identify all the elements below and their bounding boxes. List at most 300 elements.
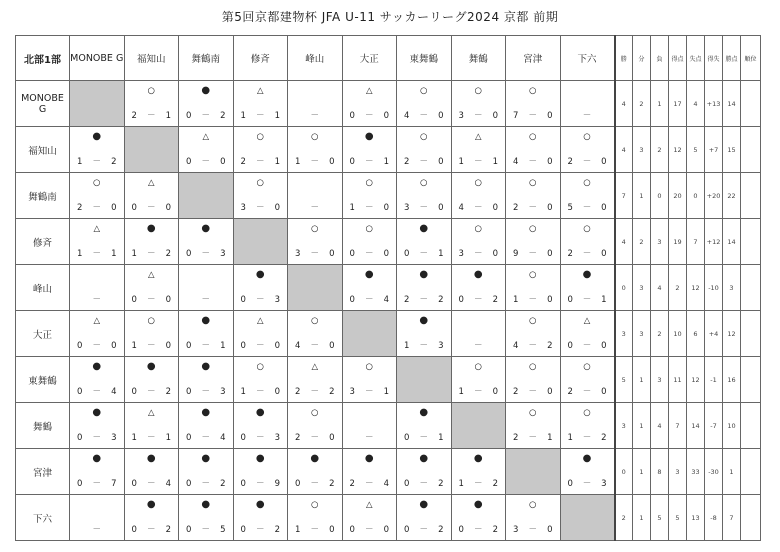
table-row	[16, 403, 761, 449]
score-against: 0	[601, 203, 607, 213]
score-against: 2	[165, 387, 171, 397]
score-dash: －	[146, 111, 156, 121]
stat-value: +20	[705, 173, 723, 219]
column-header-team: 峰山	[288, 36, 343, 81]
score-for: 1	[513, 295, 519, 305]
match-score	[452, 111, 506, 121]
result-symbol: ○	[474, 362, 482, 372]
stat-value: 14	[687, 403, 705, 449]
table-row	[16, 449, 761, 495]
result-symbol: ●	[582, 269, 592, 280]
match-cell	[506, 127, 561, 173]
stat-value: -30	[705, 449, 723, 495]
match-score	[561, 157, 614, 167]
score-dash: －	[92, 341, 101, 351]
match-score	[561, 341, 614, 351]
score-for: 1	[349, 203, 355, 213]
score-for: 1	[131, 249, 137, 259]
score-against: 1	[601, 295, 607, 305]
stat-value	[741, 265, 761, 311]
match-score	[397, 157, 451, 167]
score-dash: －	[473, 295, 483, 305]
score-dash: －	[310, 525, 319, 535]
score-dash: －	[528, 249, 537, 259]
score-dash: －	[92, 203, 101, 213]
match-cell	[233, 311, 288, 357]
score-against: 0	[547, 111, 553, 121]
score-dash: －	[419, 479, 428, 489]
stat-header: 得失	[705, 36, 723, 81]
score-dash: －	[146, 387, 156, 397]
match-cell	[124, 403, 179, 449]
score-for: 0	[131, 387, 137, 397]
row-header-team: 舞鶴	[16, 403, 70, 449]
score-dash: －	[255, 157, 265, 167]
score-dash: －	[201, 387, 210, 397]
table-row	[16, 81, 761, 127]
match-cell	[70, 403, 125, 449]
stat-value: 4	[651, 403, 669, 449]
score-dash: －	[528, 203, 537, 213]
result-symbol: ●	[255, 453, 265, 464]
score-dash: －	[255, 479, 265, 489]
match-score	[125, 295, 179, 305]
result-symbol: △	[256, 316, 264, 326]
result-symbol: △	[147, 408, 155, 418]
score-dash: －	[419, 341, 428, 351]
stat-value: 7	[687, 219, 705, 265]
stat-value: 0	[615, 265, 633, 311]
score-against: 0	[329, 249, 335, 259]
score-against: 1	[383, 387, 389, 397]
match-cell	[179, 127, 234, 173]
score-for: 0	[186, 479, 192, 489]
score-dash: －	[528, 525, 537, 535]
score-for: 1	[295, 157, 301, 167]
score-for: 0	[240, 525, 246, 535]
score-for: 4	[513, 157, 519, 167]
result-symbol: ●	[201, 361, 211, 372]
match-score	[288, 203, 342, 213]
score-against: 3	[274, 295, 280, 305]
result-symbol: ●	[201, 453, 211, 464]
match-score	[397, 341, 451, 351]
match-score	[234, 157, 288, 167]
match-cell	[506, 265, 561, 311]
row-header-team: 下六	[16, 495, 70, 541]
score-against: 0	[165, 295, 171, 305]
score-dash: －	[364, 525, 374, 535]
result-symbol: ●	[473, 499, 483, 510]
stat-value: 4	[615, 127, 633, 173]
match-cell	[397, 81, 452, 127]
stat-value: 0	[651, 173, 669, 219]
result-symbol: △	[147, 270, 155, 280]
table-row	[16, 495, 761, 541]
result-symbol: ○	[311, 408, 319, 418]
score-dash: －	[310, 433, 319, 443]
score-against: 0	[492, 249, 498, 259]
match-score	[70, 479, 124, 489]
match-cell	[451, 219, 506, 265]
self-match-cell	[451, 403, 506, 449]
score-for: 2	[513, 203, 519, 213]
result-symbol: ○	[474, 86, 482, 96]
score-against: 0	[329, 341, 335, 351]
score-for: 2	[567, 157, 573, 167]
stat-value: 0	[687, 173, 705, 219]
score-against: 0	[165, 203, 171, 213]
score-for: 0	[567, 479, 573, 489]
match-score	[397, 479, 451, 489]
match-score	[452, 295, 506, 305]
match-cell	[397, 219, 452, 265]
result-symbol: ○	[529, 224, 537, 234]
score-for: 2	[404, 295, 410, 305]
result-symbol: ○	[256, 362, 264, 372]
self-match-cell	[288, 265, 343, 311]
stat-value: 2	[633, 81, 651, 127]
match-score	[452, 157, 506, 167]
stat-value: 13	[687, 495, 705, 541]
match-cell	[179, 81, 234, 127]
match-score	[288, 249, 342, 259]
row-header-team: 福知山	[16, 127, 70, 173]
match-cell	[451, 449, 506, 495]
row-header-team: 舞鶴南	[16, 173, 70, 219]
match-score	[234, 387, 288, 397]
match-score	[234, 479, 288, 489]
result-symbol: ○	[311, 500, 319, 510]
stat-value: 3	[651, 219, 669, 265]
score-for: 7	[513, 111, 519, 121]
match-score	[288, 387, 342, 397]
row-header-team: 大正	[16, 311, 70, 357]
stat-value: 4	[615, 219, 633, 265]
score-for: 4	[458, 203, 464, 213]
match-score	[561, 387, 614, 397]
result-symbol: ○	[474, 224, 482, 234]
self-match-cell	[560, 495, 615, 541]
column-header-team: MONOBE G	[70, 36, 125, 81]
score-dash: －	[146, 295, 156, 305]
score-for: 0	[186, 249, 192, 259]
score-for: 0	[567, 295, 573, 305]
match-score	[288, 341, 342, 351]
match-score	[70, 203, 124, 213]
score-for: 2	[131, 111, 137, 121]
result-symbol: ○	[474, 178, 482, 188]
score-for: 2	[513, 387, 519, 397]
match-cell	[179, 357, 234, 403]
score-dash: －	[419, 433, 428, 443]
match-cell	[451, 127, 506, 173]
stat-value: 0	[615, 449, 633, 495]
result-symbol: ○	[420, 132, 428, 142]
stat-value: 1	[633, 173, 651, 219]
score-against: 3	[220, 249, 226, 259]
score-dash: －	[92, 157, 101, 167]
result-symbol: ○	[147, 86, 155, 96]
score-against: 0	[329, 525, 335, 535]
stat-value	[741, 81, 761, 127]
result-symbol: △	[93, 316, 101, 326]
score-dash: －	[255, 387, 265, 397]
stat-value: 12	[687, 357, 705, 403]
result-symbol: ●	[582, 453, 592, 464]
result-symbol: △	[256, 86, 264, 96]
result-symbol: ●	[146, 499, 156, 510]
score-dash: －	[310, 479, 319, 489]
match-score	[288, 525, 342, 535]
score-for: 2	[295, 433, 301, 443]
match-cell	[70, 357, 125, 403]
score-dash: －	[92, 433, 101, 443]
match-score	[397, 111, 451, 121]
match-score	[343, 525, 397, 535]
score-dash: －	[92, 525, 101, 535]
match-cell	[560, 265, 615, 311]
match-score	[125, 387, 179, 397]
result-symbol: △	[147, 178, 155, 188]
match-cell	[506, 219, 561, 265]
result-symbol: △	[311, 362, 319, 372]
score-dash: －	[146, 525, 156, 535]
self-match-cell	[124, 127, 179, 173]
stat-value: -7	[705, 403, 723, 449]
score-dash: －	[201, 479, 210, 489]
stat-value	[741, 311, 761, 357]
score-dash: －	[201, 525, 210, 535]
match-cell	[397, 495, 452, 541]
score-against: 3	[274, 433, 280, 443]
score-against: 4	[383, 295, 389, 305]
match-cell	[288, 219, 343, 265]
match-cell	[560, 173, 615, 219]
match-cell	[233, 127, 288, 173]
stat-value: 2	[651, 311, 669, 357]
match-score	[506, 203, 560, 213]
result-symbol: ●	[419, 269, 429, 280]
score-against: 0	[492, 203, 498, 213]
score-dash: －	[473, 525, 483, 535]
match-score	[234, 295, 288, 305]
score-dash: －	[364, 295, 374, 305]
stat-value: 5	[651, 495, 669, 541]
stat-value: 3	[633, 127, 651, 173]
score-dash: －	[419, 525, 428, 535]
match-cell	[342, 127, 397, 173]
score-against: 1	[165, 433, 171, 443]
result-symbol: ●	[419, 315, 429, 326]
column-header-team: 大正	[342, 36, 397, 81]
result-symbol: ○	[529, 86, 537, 96]
match-cell	[342, 357, 397, 403]
score-dash: －	[255, 525, 265, 535]
score-for: 0	[349, 525, 355, 535]
score-dash: －	[582, 295, 592, 305]
match-score	[70, 433, 124, 443]
result-symbol: ●	[419, 453, 429, 464]
match-score	[234, 111, 288, 121]
match-cell	[560, 127, 615, 173]
score-for: 2	[240, 157, 246, 167]
row-header-team: 峰山	[16, 265, 70, 311]
match-cell	[179, 219, 234, 265]
score-for: 0	[349, 295, 355, 305]
score-against: 0	[547, 387, 553, 397]
result-symbol: △	[93, 224, 101, 234]
result-symbol: ●	[201, 315, 211, 326]
score-dash: －	[364, 111, 374, 121]
score-for: 0	[240, 433, 246, 443]
score-for: 0	[131, 295, 137, 305]
score-for: 1	[567, 433, 573, 443]
stat-value: 3	[633, 311, 651, 357]
score-for: 0	[186, 525, 192, 535]
result-symbol: ●	[146, 223, 156, 234]
match-score	[506, 295, 560, 305]
score-dash: －	[146, 433, 156, 443]
score-dash: －	[419, 157, 428, 167]
match-cell	[397, 403, 452, 449]
result-symbol: △	[583, 316, 591, 326]
result-symbol: ○	[583, 178, 591, 188]
score-for: 0	[186, 387, 192, 397]
stat-header: 勝	[615, 36, 633, 81]
score-for: 0	[77, 479, 83, 489]
stat-value: 2	[669, 265, 687, 311]
score-dash: －	[364, 249, 374, 259]
column-header-team: 舞鶴南	[179, 36, 234, 81]
score-for: 0	[77, 387, 83, 397]
stat-value: +12	[705, 219, 723, 265]
score-for: 0	[458, 525, 464, 535]
score-against: 0	[111, 341, 117, 351]
score-for: 0	[404, 525, 410, 535]
result-symbol: ●	[146, 361, 156, 372]
match-score	[561, 479, 614, 489]
score-dash: －	[255, 295, 265, 305]
result-symbol: ○	[583, 132, 591, 142]
match-score	[452, 203, 506, 213]
score-for: 0	[349, 249, 355, 259]
score-for: 3	[295, 249, 301, 259]
stat-value: 1	[651, 81, 669, 127]
match-score	[506, 249, 560, 259]
score-against: 0	[329, 157, 335, 167]
match-cell	[506, 311, 561, 357]
match-score	[179, 525, 233, 535]
match-cell	[124, 265, 179, 311]
score-against: 0	[492, 111, 498, 121]
match-score	[506, 157, 560, 167]
match-cell	[342, 81, 397, 127]
match-cell	[179, 311, 234, 357]
match-cell	[70, 127, 125, 173]
score-for: 3	[349, 387, 355, 397]
match-score	[288, 479, 342, 489]
result-symbol: ●	[201, 499, 211, 510]
match-score	[125, 479, 179, 489]
match-score	[179, 433, 233, 443]
match-score	[506, 433, 560, 443]
stat-value: 10	[723, 403, 741, 449]
match-score	[343, 387, 397, 397]
match-cell	[342, 403, 397, 449]
stat-value: 1	[633, 495, 651, 541]
row-header-team: 東舞鶴	[16, 357, 70, 403]
score-dash: －	[528, 341, 537, 351]
match-cell	[288, 311, 343, 357]
stat-value: +13	[705, 81, 723, 127]
match-score	[179, 341, 233, 351]
score-against: 3	[438, 341, 444, 351]
stat-value: +7	[705, 127, 723, 173]
match-cell	[451, 311, 506, 357]
column-header-team: 下六	[560, 36, 615, 81]
self-match-cell	[233, 219, 288, 265]
column-header-team: 修斉	[233, 36, 288, 81]
stat-value: 12	[669, 127, 687, 173]
stat-value: 4	[651, 265, 669, 311]
match-cell	[506, 495, 561, 541]
match-score	[288, 433, 342, 443]
score-for: 0	[131, 479, 137, 489]
match-score	[70, 249, 124, 259]
match-score	[288, 111, 342, 121]
score-for: 0	[186, 157, 192, 167]
stat-value: 10	[669, 311, 687, 357]
match-score	[397, 525, 451, 535]
score-against: 0	[547, 203, 553, 213]
result-symbol: △	[365, 500, 373, 510]
stat-value: 2	[651, 127, 669, 173]
score-against: 9	[274, 479, 280, 489]
match-cell	[124, 81, 179, 127]
score-against: 2	[220, 479, 226, 489]
match-score	[506, 525, 560, 535]
self-match-cell	[506, 449, 561, 495]
match-cell	[70, 265, 125, 311]
score-against: 0	[547, 249, 553, 259]
score-dash: －	[255, 341, 265, 351]
score-dash: －	[528, 111, 537, 121]
column-header-team: 宮津	[506, 36, 561, 81]
result-symbol: ○	[529, 178, 537, 188]
score-dash: －	[473, 111, 483, 121]
result-symbol: ○	[365, 224, 373, 234]
score-dash: －	[528, 295, 537, 305]
score-for: 2	[77, 203, 83, 213]
match-cell	[124, 357, 179, 403]
stat-value: 5	[615, 357, 633, 403]
score-against: 0	[329, 433, 335, 443]
score-against: 1	[165, 111, 171, 121]
score-against: 0	[274, 203, 280, 213]
score-dash: －	[201, 111, 210, 121]
self-match-cell	[342, 311, 397, 357]
score-against: 0	[165, 341, 171, 351]
match-cell	[451, 495, 506, 541]
match-score	[125, 433, 179, 443]
score-against: 0	[601, 341, 607, 351]
score-against: 1	[492, 157, 498, 167]
match-score	[452, 249, 506, 259]
score-against: 2	[165, 525, 171, 535]
score-for: 0	[404, 479, 410, 489]
match-score	[125, 341, 179, 351]
